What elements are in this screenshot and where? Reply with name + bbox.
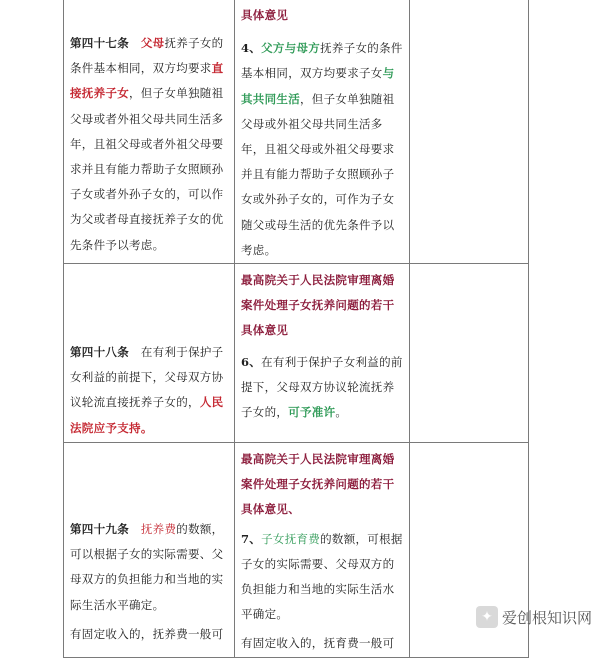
text-run: ，但子女单独随祖父母或者外祖父母共同生活多年，且祖父母或者外祖父母要求并且有能力帮助子女照顾孙子女或者外孙子女的，可以作为父或者母直接抚养子女的优先条件予以考虑。	[70, 86, 224, 252]
section-heading: 最高院关于人民法院审理离婚案件处理子女抚养问题的若干具体意见	[241, 273, 395, 338]
new-law-cell	[235, 443, 410, 658]
table-row	[64, 264, 529, 443]
text-run: 抚养子女的条件基本相同，双方均要求子女	[241, 41, 403, 81]
article-number: 第四十八条	[70, 345, 129, 360]
text-run: 有固定收入的，抚养费一般可	[70, 626, 224, 641]
table-row	[64, 443, 529, 658]
site-logo-icon: ✦	[476, 606, 498, 628]
notes-cell	[410, 0, 529, 264]
text-run: 在有利于保护子女利益的前提下，父母双方协议轮流抚养子女的，	[241, 354, 403, 420]
text-run: 的数额，可以根据子女的实际需要、父母双方的负担能力和当地的实际生活水平确定。	[70, 522, 224, 612]
text-highlight: 父母	[140, 36, 165, 50]
text-highlight: 子女抚育费	[261, 531, 321, 546]
notes-cell	[410, 264, 529, 443]
section-heading: 具体意见	[241, 8, 289, 22]
text-punct: 。	[335, 405, 348, 420]
old-law-cell	[64, 443, 235, 658]
text-punct: 。	[140, 420, 153, 435]
text-highlight: 人民法院应予支持	[70, 395, 224, 435]
law-comparison-table	[63, 0, 529, 658]
item-number: 7、	[241, 531, 262, 546]
watermark-text: 爱创根知识网	[501, 608, 592, 627]
article-number: 第四十七条	[70, 36, 129, 50]
old-law-cell	[64, 264, 235, 443]
text-run: ，但子女单独随祖父母或外祖父母共同生活多年，且祖父母或外祖父母要求并且有能力帮助子女照顾孙子女或外孙子女的，可作为子女随父或母生活的优先条件予以考虑。	[241, 91, 395, 257]
old-law-cell	[64, 0, 235, 264]
article-number: 第四十九条	[70, 522, 129, 537]
text-run: 的数额，可根据子女的实际需要、父母双方的负担能力和当地的实际生活水平确定。	[241, 531, 403, 622]
table-row	[64, 0, 529, 264]
item-number: 6、	[241, 354, 262, 369]
text-highlight: 抚养费	[140, 522, 177, 537]
text-run: 抚养子女的条件基本相同，双方均要求	[70, 36, 224, 76]
text-highlight: 可予准许	[288, 405, 336, 420]
item-number: 4、	[241, 41, 262, 56]
text-run: 在有利于保护子女利益的前提下，父母双方协议轮流直接抚养子女的，	[70, 345, 224, 410]
new-law-cell	[235, 264, 410, 443]
text-highlight: 与其共同生活	[241, 66, 395, 106]
section-heading: 最高院关于人民法院审理离婚案件处理子女抚养问题的若干具体意见、	[241, 452, 395, 517]
new-law-cell	[235, 0, 410, 264]
site-watermark	[476, 606, 592, 628]
text-highlight: 直接抚养子女	[70, 61, 224, 101]
text-highlight: 父方与母方	[261, 41, 321, 56]
text-run: 有固定收入的，抚育费一般可	[241, 636, 395, 651]
